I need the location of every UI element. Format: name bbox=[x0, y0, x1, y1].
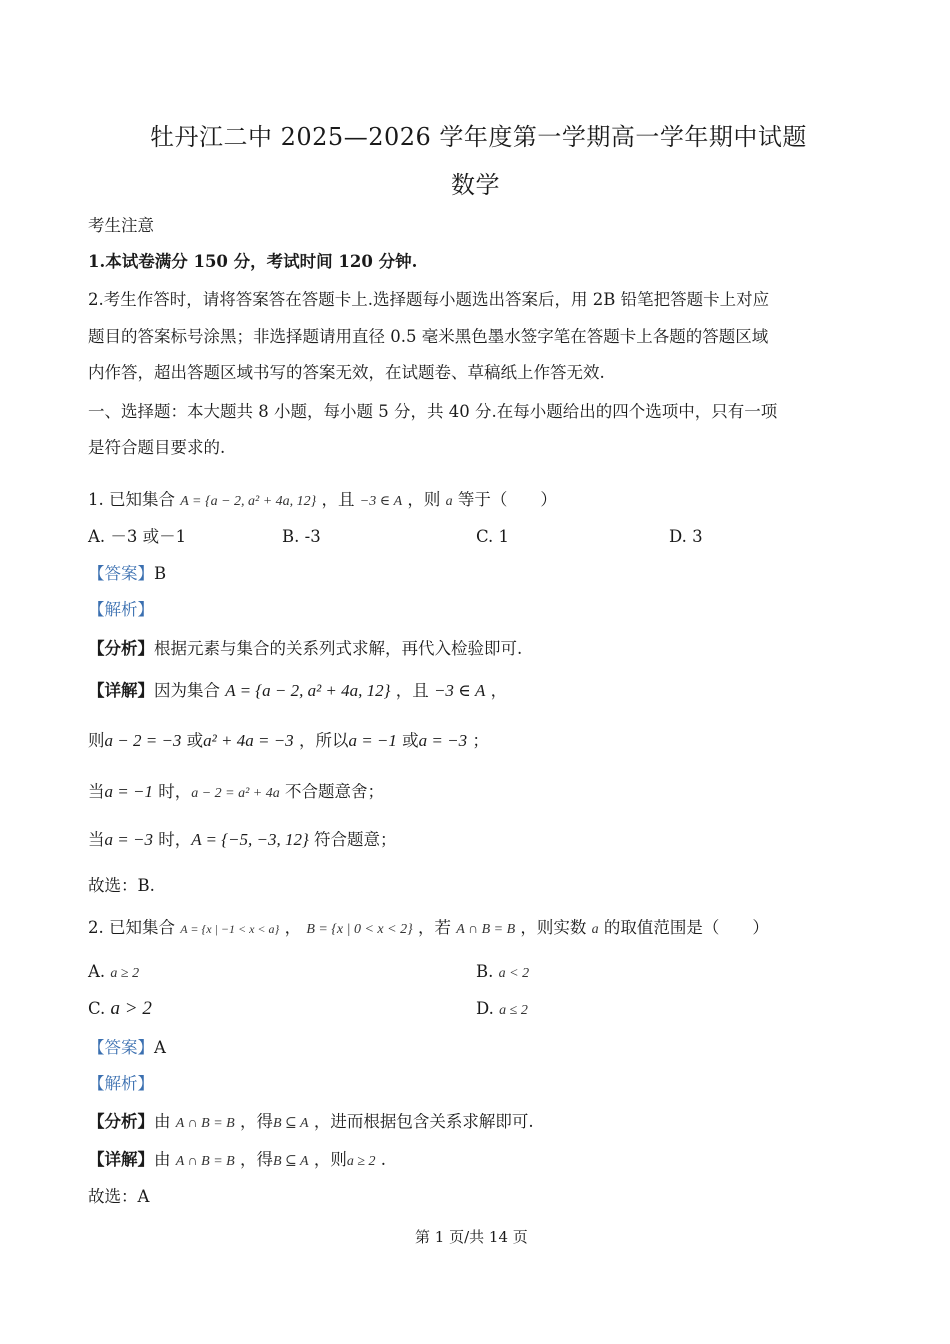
q2-stem-text-d: ，则实数 bbox=[520, 918, 587, 937]
q1-condition-formula: −3 ∈ A bbox=[359, 494, 403, 509]
q1-detail-line-1 bbox=[88, 681, 507, 701]
q2-stem bbox=[88, 918, 769, 940]
q2-option-b-formula: a < 2 bbox=[498, 966, 530, 981]
q1-line3-text-a: 当 bbox=[88, 782, 105, 801]
notice-item-2-line-3: 内作答，超出答题区域书写的答案无效，在试题卷、草稿纸上作答无效. bbox=[88, 363, 605, 382]
q1-stem bbox=[88, 490, 557, 512]
q2-answer-value: A bbox=[154, 1038, 166, 1057]
q2-detail-eq3: a ≥ 2 bbox=[346, 1154, 376, 1169]
exam-title: 牡丹江二中 2025—2026 学年度第一学期高一学年期中试题 bbox=[150, 123, 807, 151]
q2-option-a-formula: a ≥ 2 bbox=[110, 966, 140, 981]
q2-answer-tag: 【答案】 bbox=[88, 1038, 154, 1057]
q2-option-d-formula: a ≤ 2 bbox=[499, 1003, 528, 1018]
q1-line3-text-b: 时， bbox=[158, 782, 192, 801]
q2-fenxi bbox=[88, 1112, 534, 1134]
q2-option-c-label: C. bbox=[88, 999, 106, 1018]
q1-line4-eq: a = −3 bbox=[104, 830, 153, 849]
q1-detail-cond-formula: −3 ∈ A bbox=[433, 681, 486, 700]
q1-stem-text-a: 1. 已知集合 bbox=[88, 490, 175, 509]
q1-stem-text-b: ，且 bbox=[321, 490, 355, 509]
q2-detail-eq1: A ∩ B = B bbox=[175, 1154, 235, 1169]
q2-fenxi-text-c: ，进而根据包含关系求解即可. bbox=[313, 1112, 534, 1131]
q1-line2-text-e: ； bbox=[472, 731, 489, 750]
q2-option-d bbox=[476, 999, 528, 1021]
q1-set-a-formula: A = {a − 2, a² + 4a, 12} bbox=[180, 494, 317, 509]
page-number-footer: 第 1 页/共 14 页 bbox=[415, 1228, 528, 1246]
q2-condition-formula: A ∩ B = B bbox=[456, 922, 516, 937]
q2-option-b-label: B. bbox=[476, 962, 494, 981]
q1-fenxi-text: 根据元素与集合的关系列式求解，再代入检验即可. bbox=[154, 639, 523, 658]
q2-option-c-formula: a > 2 bbox=[110, 998, 152, 1019]
q1-line4-text-b: 时， bbox=[158, 830, 192, 849]
q2-fenxi-text-b: ，得 bbox=[239, 1112, 273, 1131]
notice-item-2-line-1: 2.考生作答时，请将答案答在答题卡上.选择题每小题选出答案后，用 2B 铅笔把答题卡上对应 bbox=[88, 290, 770, 309]
q2-stem-text-a: 2. 已知集合 bbox=[88, 918, 175, 937]
q1-line3-eq2: a − 2 = a² + 4a bbox=[191, 786, 280, 801]
q2-option-a-label: A. bbox=[88, 962, 106, 981]
q1-option-c: C. 1 bbox=[476, 527, 510, 546]
q1-detail-line-2 bbox=[88, 731, 489, 751]
q1-detail-text-c: ， bbox=[490, 681, 508, 700]
q1-line3-eq: a = −1 bbox=[104, 782, 153, 801]
q1-analysis-tag: 【解析】 bbox=[88, 600, 154, 619]
q2-stem-text-b: ， bbox=[284, 918, 302, 937]
q1-answer-value: B bbox=[154, 564, 167, 583]
q2-option-d-label: D. bbox=[476, 999, 494, 1018]
q1-line2-text-b: 或 bbox=[186, 731, 204, 750]
q1-line2-text-a: 则 bbox=[88, 731, 105, 750]
section-instruction-line-1: 一、选择题：本大题共 8 小题，每小题 5 分，共 40 分.在每小题给出的四个选项中，只有一项 bbox=[88, 402, 778, 421]
q2-set-b-formula: B = {x | 0 < x < 2} bbox=[306, 922, 413, 937]
q1-stem-text-d: 等于（ ） bbox=[457, 490, 557, 509]
q2-detail-text-c: ，则 bbox=[313, 1150, 347, 1169]
section-instruction-line-2: 是符合题目要求的. bbox=[88, 438, 226, 457]
q1-line4-text-a: 当 bbox=[88, 830, 105, 849]
q2-set-a-formula: A = {x | −1 < x < a} bbox=[180, 922, 280, 936]
q2-detail-text-b: ，得 bbox=[239, 1150, 273, 1169]
q1-option-d: D. 3 bbox=[669, 527, 703, 546]
notice-item-2-line-2: 题目的答案标号涂黑；非选择题请用直径 0.5 毫米黑色墨水签字笔在答题卡上各题的答题区域 bbox=[88, 327, 769, 346]
q2-fenxi-text-a: 由 bbox=[154, 1112, 171, 1131]
q2-detail-tag: 【详解】 bbox=[88, 1150, 154, 1169]
q2-answer bbox=[88, 1038, 166, 1058]
q1-stem-text-c: ，则 bbox=[407, 490, 441, 509]
q1-answer bbox=[88, 564, 166, 584]
q1-line4-text-c: 符合题意； bbox=[314, 830, 397, 849]
q2-detail-text-a: 由 bbox=[154, 1150, 171, 1169]
q1-line3-text-c: 不合题意舍； bbox=[285, 782, 384, 801]
q2-stem-text-e: 的取值范围是（ ） bbox=[603, 918, 769, 937]
q2-option-b bbox=[476, 962, 529, 984]
q1-option-b: B. -3 bbox=[282, 527, 321, 546]
q2-stem-text-c: ，若 bbox=[417, 918, 451, 937]
notice-item-1: 1.本试卷满分 150 分，考试时间 120 分钟. bbox=[88, 252, 418, 271]
q1-detail-set-formula: A = {a − 2, a² + 4a, 12} bbox=[225, 681, 391, 700]
q1-detail-tag: 【详解】 bbox=[88, 681, 154, 700]
q1-option-a: A. －3 或－1 bbox=[88, 527, 187, 546]
q1-line2-eq4: a = −3 bbox=[418, 731, 468, 750]
q1-line2-text-c: ，所以 bbox=[298, 731, 349, 750]
subject-title: 数学 bbox=[451, 171, 500, 199]
q2-option-a bbox=[88, 962, 139, 984]
q2-analysis-tag: 【解析】 bbox=[88, 1074, 154, 1093]
q1-line4-set: A = {−5, −3, 12} bbox=[191, 830, 309, 849]
q1-fenxi-tag: 【分析】 bbox=[88, 639, 154, 658]
q1-line2-eq1: a − 2 = −3 bbox=[104, 731, 182, 750]
notice-heading: 考生注意 bbox=[88, 216, 154, 235]
q2-conclusion: 故选：A bbox=[88, 1187, 150, 1206]
q2-detail-text-d: . bbox=[380, 1150, 386, 1169]
q1-detail-line-3 bbox=[88, 782, 384, 804]
q1-variable: a bbox=[445, 494, 453, 509]
q1-fenxi bbox=[88, 639, 522, 659]
q1-line2-eq2: a² + 4a = −3 bbox=[203, 731, 294, 750]
q1-detail-line-4 bbox=[88, 830, 397, 850]
q2-variable: a bbox=[591, 922, 599, 937]
q1-answer-tag: 【答案】 bbox=[88, 564, 154, 583]
q2-option-c bbox=[88, 999, 152, 1019]
q1-line2-eq3: a = −1 bbox=[348, 731, 397, 750]
q2-detail bbox=[88, 1150, 386, 1172]
q2-fenxi-tag: 【分析】 bbox=[88, 1112, 154, 1131]
q2-detail-eq2: B ⊆ A bbox=[272, 1154, 309, 1169]
q1-detail-text-a: 因为集合 bbox=[154, 681, 220, 700]
q2-fenxi-eq2: B ⊆ A bbox=[272, 1116, 309, 1131]
q1-line2-text-d: 或 bbox=[402, 731, 419, 750]
q1-conclusion: 故选：B. bbox=[88, 876, 155, 895]
q2-fenxi-eq1: A ∩ B = B bbox=[175, 1116, 235, 1131]
q1-detail-text-b: ，且 bbox=[395, 681, 429, 700]
